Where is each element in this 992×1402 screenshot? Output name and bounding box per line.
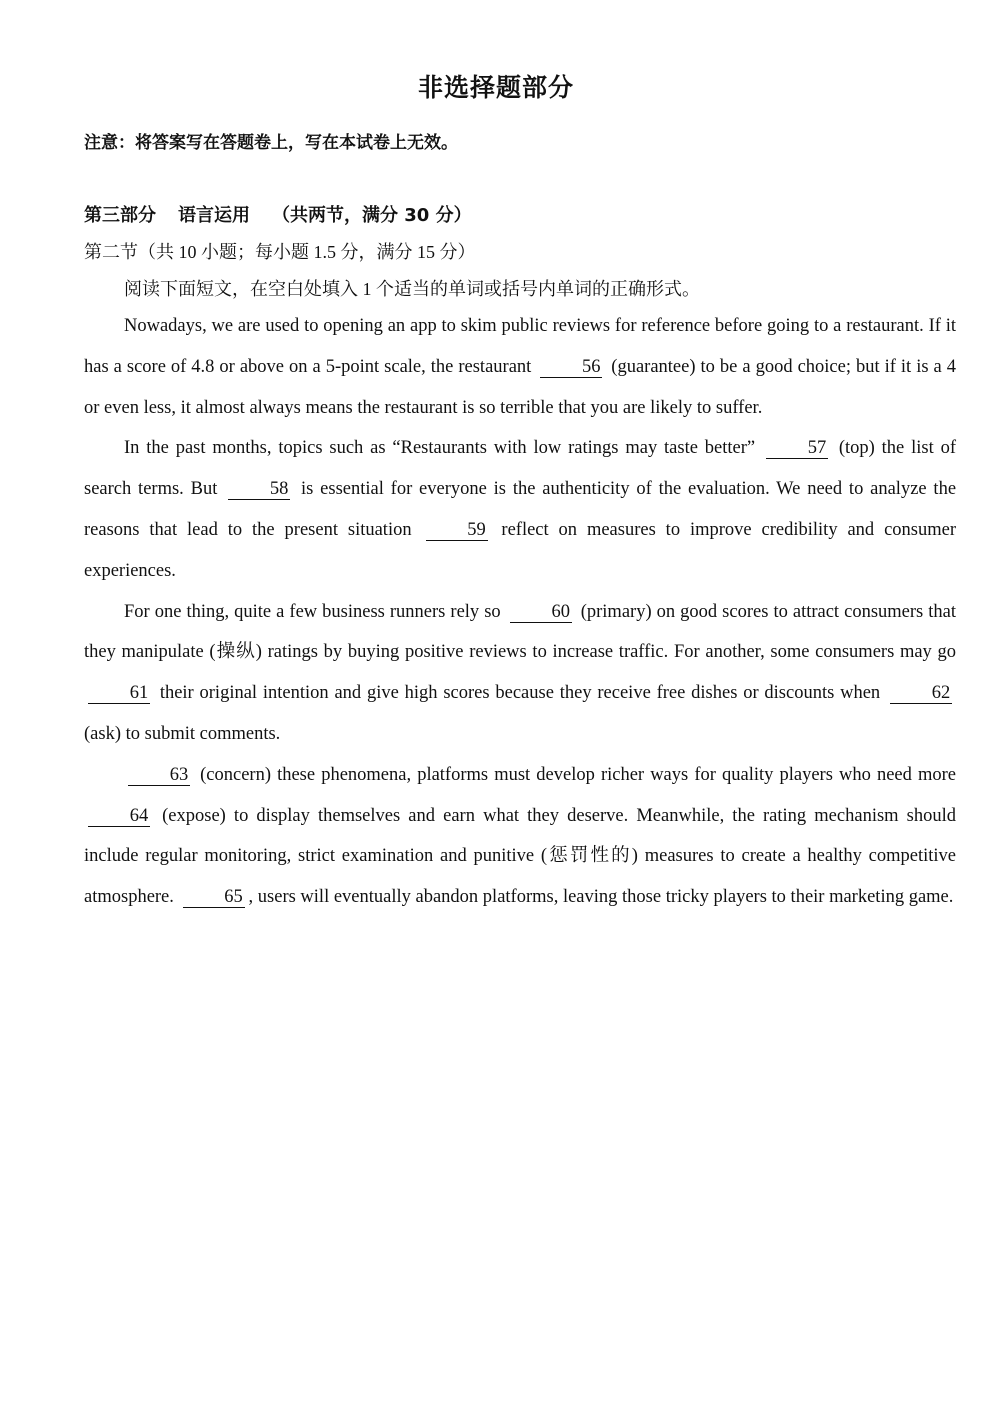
- instruction-text: 阅读下面短文，在空白处填入 1 个适当的单词或括号内单词的正确形式。: [124, 279, 700, 299]
- passage: [84, 306, 956, 918]
- paragraph-text: is essential for everyone is the authenticity of the evaluation. We need to analyze the reasons that lead to the present situation: [84, 479, 957, 540]
- blank-64: 64: [88, 806, 150, 827]
- paragraph-text: their original intention and give high scores because they receive free dishes or discounts when: [159, 683, 881, 704]
- section-name: 第三部分: [84, 205, 156, 226]
- paragraph-2: [84, 428, 956, 591]
- paragraph-text: (top) the list of search terms. But: [84, 438, 956, 500]
- paragraph-text: (guarantee) to be a good choice; but if it is a 4 or even less, it almost always means the restaurant is so terrible that you are likely to suffer.: [84, 356, 956, 418]
- blank-56: 56: [540, 357, 602, 378]
- page-title: 非选择题部分: [417, 73, 574, 102]
- blank-57: 57: [766, 438, 828, 459]
- paragraph-text: (ask) to submit comments.: [84, 723, 281, 744]
- paragraph-text: (expose) to display themselves and earn what they deserve. Meanwhile, the rating mechanism should include regular monitoring, strict examination and punitive (惩罚性的) measures to create a healthy competitive atmosphere.: [84, 805, 956, 908]
- paragraph-text: , users will eventually abandon platforms, leaving those tricky players to their marketing game.: [248, 887, 954, 908]
- blank-58: 58: [228, 479, 290, 500]
- paragraph-text: reflect on measures to improve credibility and consumer experiences.: [84, 519, 957, 581]
- blank-65: 65: [183, 887, 245, 908]
- blank-63: 63: [128, 765, 190, 786]
- blank-59: 59: [426, 520, 488, 541]
- paragraph-text: (concern) these phenomena, platforms must develop richer ways for quality players who need more: [200, 764, 957, 785]
- section-points: （共两节，满分 30 分）: [272, 205, 472, 226]
- section-heading: [84, 201, 472, 227]
- section-topic: 语言运用: [178, 205, 250, 226]
- blank-60: 60: [510, 602, 572, 623]
- paragraph-text: In the past months, topics such as “Restaurants with low ratings may taste better”: [124, 438, 756, 459]
- paragraph-1: [84, 306, 956, 428]
- notice-text: 注意：将答案写在答题卷上，写在本试卷上无效。: [84, 133, 458, 153]
- blank-61: 61: [88, 683, 150, 704]
- paragraph-4: [84, 755, 956, 918]
- subsection-heading: 第二节（共 10 小题；每小题 1.5 分，满分 15 分）: [84, 242, 476, 262]
- blank-62: 62: [890, 683, 952, 704]
- paragraph-text: For one thing, quite a few business runners rely so: [124, 601, 501, 622]
- paragraph-text: Nowadays, we are used to opening an app to skim public reviews for reference before going to a restaurant. If it has a score of 4.8 or above on a 5-point scale, the restaurant: [84, 316, 956, 377]
- paragraph-text: (primary) on good scores to attract consumers that they manipulate (操纵) ratings by buying positive reviews to increase traffic. For another, some consumers may go: [84, 601, 956, 663]
- paragraph-3: [84, 592, 956, 755]
